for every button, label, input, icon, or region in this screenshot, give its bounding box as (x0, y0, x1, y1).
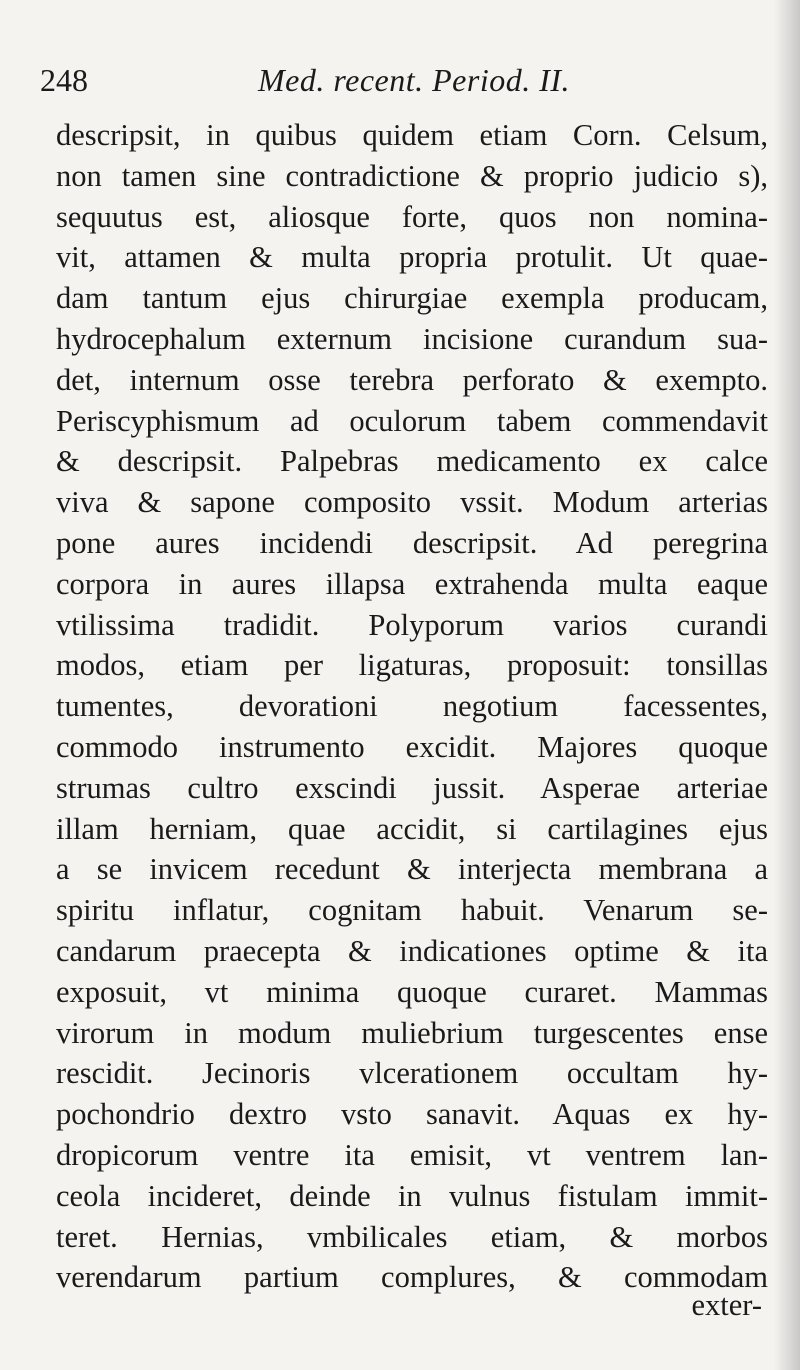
text-line: a se invicem recedunt & interjecta membrana a (56, 852, 768, 887)
text-line: commodo instrumento excidit. Majores quoque (56, 729, 768, 764)
text-line: pochondrio dextro vsto sanavit. Aquas ex hy- (56, 1097, 768, 1132)
text-line: vtilissima tradidit. Polyporum varios curandi (56, 607, 768, 642)
catchword: exter- (691, 1288, 762, 1322)
text-line: strumas cultro exscindi jussit. Asperae arteriae (56, 770, 768, 805)
page-header (40, 62, 760, 102)
text-line: illam herniam, quae accidit, si cartilagines ejus (56, 811, 768, 846)
text-line: rescidit. Jecinoris vlcerationem occultam hy- (56, 1056, 768, 1091)
text-line: ceola incideret, deinde in vulnus fistulam immit- (56, 1178, 768, 1213)
text-line: tumentes, devorationi negotium facessentes, (56, 689, 768, 724)
text-line: spiritu inflatur, cognitam habuit. Venarum se- (56, 893, 768, 928)
running-title: Med. recent. Period. II. (258, 62, 571, 98)
text-line: exposuit, vt minima quoque curaret. Mammas (56, 974, 768, 1009)
text-line: dam tantum ejus chirurgiae exempla producam, (56, 281, 768, 316)
text-line: virorum in modum muliebrium turgescentes ense (56, 1015, 768, 1050)
text-line: Periscyphismum ad oculorum tabem commendavit (56, 403, 768, 438)
text-line: teret. Hernias, vmbilicales etiam, & morbos (56, 1219, 768, 1254)
text-line: viva & sapone composito vssit. Modum arterias (56, 485, 768, 520)
text-line: & descripsit. Palpebras medicamento ex calce (56, 444, 768, 479)
text-line: candarum praecepta & indicationes optime & ita (56, 933, 768, 968)
text-line: verendarum partium complures, & commodam (56, 1260, 768, 1295)
text-line: modos, etiam per ligaturas, proposuit: tonsillas (56, 648, 768, 683)
text-line: corpora in aures illapsa extrahenda multa eaque (56, 566, 768, 601)
text-line: dropicorum ventre ita emisit, vt ventrem lan- (56, 1137, 768, 1172)
text-line: det, internum osse terebra perforato & exempto. (56, 362, 768, 397)
text-line: sequutus est, aliosque forte, quos non nomina- (56, 199, 768, 234)
text-line: descripsit, in quibus quidem etiam Corn. Celsum, (56, 118, 768, 152)
page-number: 248 (40, 62, 88, 98)
body-text (56, 115, 768, 1298)
text-line: pone aures incidendi descripsit. Ad peregrina (56, 525, 768, 560)
text-line: non tamen sine contradictione & proprio judicio s), (56, 158, 768, 193)
text-line: vit, attamen & multa propria protulit. Ut quae- (56, 240, 768, 275)
text-line: hydrocephalum externum incisione curandum sua- (56, 321, 768, 356)
